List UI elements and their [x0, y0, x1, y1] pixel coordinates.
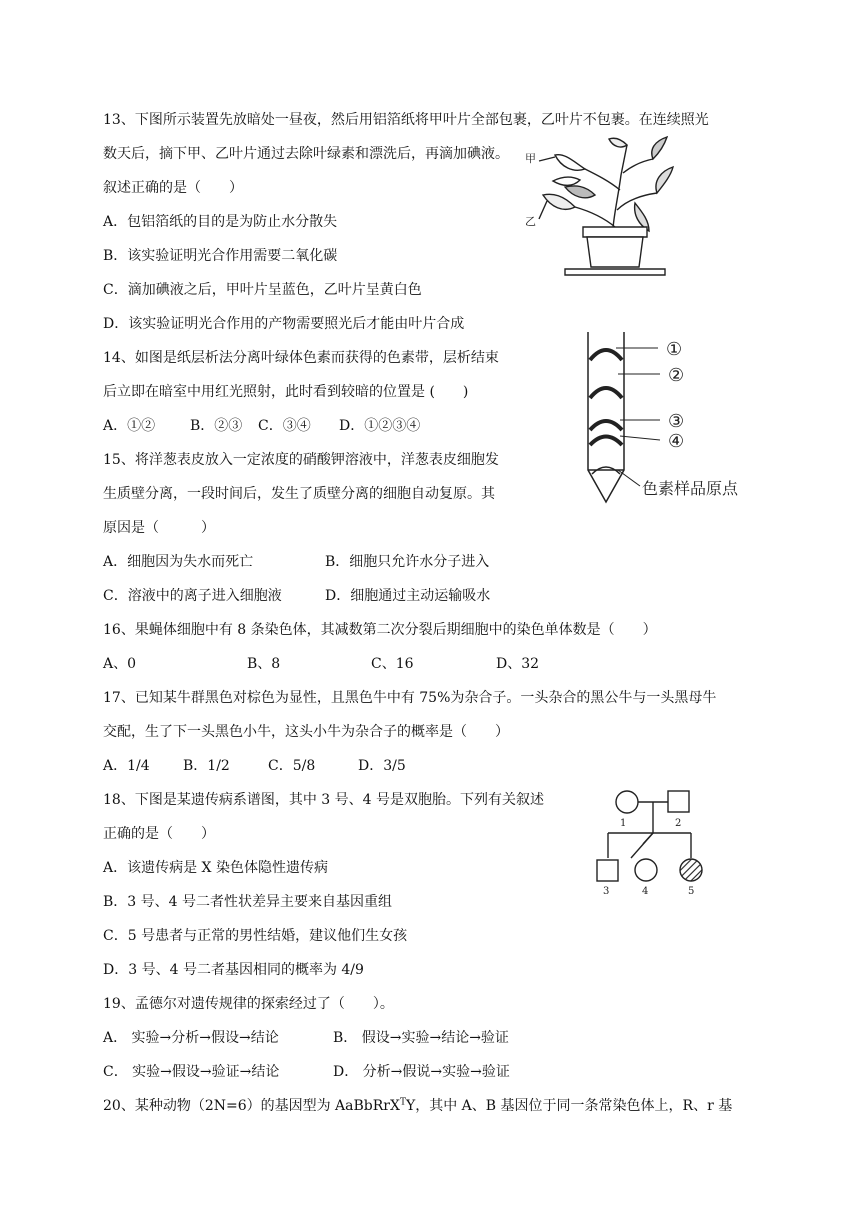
pedigree-figure	[588, 778, 718, 898]
q13-stem-line2: 数天后，摘下甲、乙叶片通过去除叶绿素和漂洗后，再滴加碘液。	[103, 146, 509, 162]
q14-option-b: B．②③	[190, 418, 243, 434]
band-label-3: ③	[668, 411, 685, 432]
q18-option-d: D．3 号、4 号二者基因相同的概率为 4/9	[103, 962, 364, 978]
q14-option-a: A．①②	[103, 418, 156, 434]
q20-stem-line1	[103, 1096, 732, 1116]
q18-stem-line1: 18、下图是某遗传病系谱图，其中 3 号、4 号是双胞胎。下列有关叙述	[103, 792, 544, 808]
q16-stem-line1: 16、果蝇体细胞中有 8 条染色体，其减数第二次分裂后期细胞中的染色单体数是（ ）	[103, 622, 657, 638]
q17-stem-line1: 17、已知某牛群黑色对棕色为显性，且黑色牛中有 75%为杂合子。一头杂合的黑公牛与一头黑母牛	[103, 690, 717, 706]
q16-option-a: A、0	[103, 656, 137, 672]
q16-option-d: D、32	[496, 656, 540, 672]
q16-options	[103, 654, 553, 674]
q13-option-b: B．该实验证明光合作用需要二氧化碳	[103, 248, 338, 264]
q19-stem-line1: 19、孟德尔对遗传规律的探索经过了（ ）。	[103, 996, 394, 1012]
q18-option-b: B．3 号、4 号二者性状差异主要来自基因重组	[103, 894, 393, 910]
potted-plant-figure	[525, 135, 675, 280]
q15-option-a: A．细胞因为失水而死亡	[103, 554, 254, 570]
individual-3-male	[597, 860, 618, 881]
label-jia: 甲	[525, 152, 536, 165]
origin-label: 色素样品原点	[642, 479, 739, 498]
q20-superscript: T	[399, 1097, 406, 1108]
pedigree-number-3: 3	[603, 886, 610, 897]
chromatography-strip-figure	[580, 330, 760, 510]
q17-options	[103, 756, 523, 776]
q17-option-d: D．3/5	[358, 758, 406, 774]
q20-stem-part1: 20、某种动物（2N=6）的基因型为 AaBbRrX	[103, 1098, 400, 1114]
q16-option-c: C、16	[371, 656, 414, 672]
q13-stem-line1: 13、下图所示装置先放暗处一昼夜，然后用铝箔纸将甲叶片全部包裹，乙叶片不包裹。在连续照光	[103, 112, 709, 128]
q15-stem-line2: 生质壁分离，一段时间后，发生了质壁分离的细胞自动复原。其	[103, 486, 495, 502]
q14-option-d: D．①②③④	[339, 418, 421, 434]
pedigree-number-5: 5	[688, 886, 695, 897]
q19-option-d: D． 分析→假说→实验→验证	[333, 1064, 510, 1080]
q15-stem-line1: 15、将洋葱表皮放入一定浓度的硝酸钾溶液中，洋葱表皮细胞发	[103, 452, 499, 468]
q13-option-a: A．包铝箔纸的目的是为防止水分散失	[103, 214, 338, 230]
q14-stem-line1: 14、如图是纸层析法分离叶绿体色素而获得的色素带，层析结束	[103, 350, 499, 366]
q15-option-d: D．细胞通过主动运输吸水	[325, 588, 491, 604]
q19-options-row2	[103, 1062, 553, 1082]
q19-option-b: B． 假设→实验→结论→验证	[333, 1030, 509, 1046]
band-label-1: ①	[666, 339, 683, 360]
q17-option-c: C．5/8	[268, 758, 316, 774]
label-yi: 乙	[525, 215, 536, 228]
q15-option-c: C．溶液中的离子进入细胞液	[103, 588, 282, 604]
q13-stem-line3: 叙述正确的是（ ）	[103, 180, 243, 196]
q14-option-c: C．③④	[258, 418, 311, 434]
q18-stem-line2: 正确的是（ ）	[103, 826, 215, 842]
q18-option-c: C．5 号患者与正常的男性结婚，建议他们生女孩	[103, 928, 408, 944]
individual-5-affected-female	[680, 859, 702, 881]
q16-option-b: B、8	[247, 656, 281, 672]
q15-options-row2	[103, 586, 553, 606]
q14-options	[103, 416, 523, 436]
pedigree-number-2: 2	[675, 818, 682, 829]
individual-2-male	[668, 791, 689, 812]
pedigree-number-1: 1	[620, 818, 627, 829]
band-label-4: ④	[668, 431, 685, 452]
individual-1-female	[616, 791, 638, 813]
band-label-2: ②	[668, 365, 685, 386]
q17-option-a: A．1/4	[103, 758, 150, 774]
q17-stem-line2: 交配，生了下一头黑色小牛，这头小牛为杂合子的概率是（ ）	[103, 724, 509, 740]
q18-option-a: A．该遗传病是 X 染色体隐性遗传病	[103, 860, 328, 876]
q14-stem-line2: 后立即在暗室中用红光照射，此时看到较暗的位置是 ( )	[103, 384, 469, 400]
individual-4-female	[635, 859, 657, 881]
q19-option-a: A． 实验→分析→假设→结论	[103, 1030, 279, 1046]
q13-option-c: C．滴加碘液之后，甲叶片呈蓝色，乙叶片呈黄白色	[103, 282, 422, 298]
q20-stem-part2: Y，其中 A、B 基因位于同一条常染色体上，R、r 基	[405, 1098, 733, 1114]
q19-options-row1	[103, 1028, 553, 1048]
q17-option-b: B．1/2	[183, 758, 230, 774]
pedigree-number-4: 4	[642, 886, 649, 897]
q19-option-c: C． 实验→假设→验证→结论	[103, 1064, 280, 1080]
q15-option-b: B．细胞只允许水分子进入	[325, 554, 490, 570]
q15-stem-line3: 原因是（ ）	[103, 520, 215, 536]
q13-option-d: D．该实验证明光合作用的产物需要照光后才能由叶片合成	[103, 316, 465, 332]
q15-options-row1	[103, 552, 553, 572]
